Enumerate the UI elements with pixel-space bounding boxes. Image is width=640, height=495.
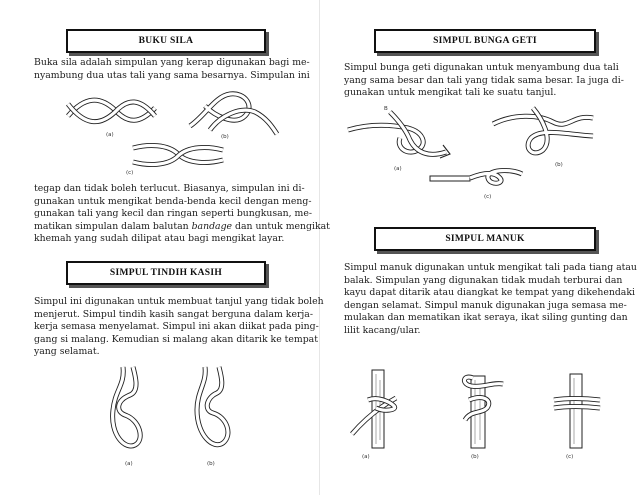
simpul-tindih-kasih-body bbox=[34, 296, 324, 359]
figure-label: (c) bbox=[484, 194, 492, 200]
knot-diagram-b bbox=[464, 376, 503, 460]
knot-diagram-c bbox=[554, 374, 600, 460]
heading-text: BUKU SILA bbox=[138, 36, 194, 46]
heading-simpul-bunga-geti bbox=[374, 29, 596, 53]
emphasis-word: bandage bbox=[191, 220, 233, 232]
simpul-bunga-geti-body bbox=[344, 62, 624, 100]
text-line: lilit kacang/ular. bbox=[344, 324, 421, 336]
figure-label: (a) bbox=[394, 166, 402, 172]
simpul-manuk-body bbox=[344, 262, 637, 338]
heading-text: SIMPUL MANUK bbox=[445, 234, 525, 244]
text-line bbox=[34, 220, 330, 234]
knot-diagram-c bbox=[126, 146, 223, 176]
text-line: menjerut. Simpul tindih kasih sangat berguna dalam kerja- bbox=[34, 308, 313, 320]
text-line: gang si malang. Kemudian si malang akan ditarik ke tempat bbox=[34, 333, 318, 345]
knot-diagram-b bbox=[197, 367, 228, 467]
figure-label: (a) bbox=[125, 461, 133, 467]
text-line: gunakan untuk mengikat tali ke suatu tanjul. bbox=[344, 87, 557, 99]
buku-sila-intro bbox=[34, 57, 310, 82]
text-line: gunakan tali yang kecil dan ringan seperti bungkusan, me- bbox=[34, 208, 312, 220]
buku-sila-figures bbox=[60, 86, 290, 178]
buku-sila-body bbox=[34, 183, 330, 246]
text-line: nyambung dua utas tali yang sama besarnya. Simpulan ini bbox=[34, 69, 310, 81]
text-line: Simpul manuk digunakan untuk mengikat tali pada tiang atau bbox=[344, 262, 637, 273]
figure-label: (b) bbox=[555, 162, 563, 168]
text-line: Simpul ini digunakan untuk membuat tanjul yang tidak boleh bbox=[34, 296, 324, 307]
text-line: tegap dan tidak boleh terlucut. Biasanya, simpulan ini di- bbox=[34, 183, 305, 194]
text-line: kerja semasa menyelamat. Simpul ini akan diikat pada ping- bbox=[34, 321, 319, 333]
heading-simpul-tindih-kasih bbox=[66, 261, 266, 285]
knot-diagram-c bbox=[430, 171, 522, 200]
figure-label: (c) bbox=[566, 454, 574, 460]
simpul-manuk-figures bbox=[348, 370, 618, 470]
figure-label: (b) bbox=[221, 134, 229, 140]
text-line: yang sama besar dan tali yang tidak sama besar. Ia juga di- bbox=[344, 74, 624, 86]
heading-buku-sila bbox=[66, 29, 266, 53]
text-line: gunakan untuk mengikat benda-benda kecil dengan meng- bbox=[34, 195, 312, 207]
right-page bbox=[320, 0, 640, 495]
text-segment: matikan simpulan dalam balutan bbox=[34, 220, 192, 232]
knot-diagram-b bbox=[493, 108, 593, 168]
text-line: yang selamat. bbox=[34, 346, 100, 358]
heading-simpul-manuk bbox=[374, 227, 596, 251]
text-line: mulakan dan mematikan ikat seraya, ikat siling gunting dan bbox=[344, 312, 628, 324]
text-line: Buka sila adalah simpulan yang kerap digunakan bagi me- bbox=[34, 57, 310, 68]
knot-diagram-a bbox=[352, 370, 396, 460]
figure-label: (a) bbox=[362, 454, 370, 460]
knot-diagram-a bbox=[68, 100, 155, 138]
text-segment: dan untuk mengikat bbox=[232, 220, 330, 232]
knot-diagram-b bbox=[190, 94, 277, 140]
figure-label: (b) bbox=[207, 461, 215, 467]
figure-label: B bbox=[384, 106, 388, 112]
text-line: Simpul bunga geti digunakan untuk menyambung dua tali bbox=[344, 62, 619, 73]
figure-label: (a) bbox=[106, 132, 114, 138]
knot-diagram-a bbox=[113, 367, 141, 467]
knot-diagram-a bbox=[348, 106, 450, 172]
simpul-bunga-geti-figures bbox=[348, 100, 618, 205]
heading-text: SIMPUL BUNGA GETI bbox=[433, 36, 537, 46]
simpul-tindih-kasih-figures bbox=[95, 365, 255, 470]
text-line: kayu dapat ditarik atau diangkat ke tempat yang dikehendaki bbox=[344, 287, 635, 299]
heading-text: SIMPUL TINDIH KASIH bbox=[109, 268, 223, 278]
figure-label: (b) bbox=[471, 454, 479, 460]
text-line: dengan selamat. Simpul manuk digunakan juga semasa me- bbox=[344, 299, 627, 311]
text-line: balak. Simpulan yang digunakan tidak mudah terburai dan bbox=[344, 274, 623, 286]
figure-label: (c) bbox=[126, 170, 134, 176]
text-line: khemah yang sudah dilipat atau bagi mengikat layar. bbox=[34, 233, 285, 245]
